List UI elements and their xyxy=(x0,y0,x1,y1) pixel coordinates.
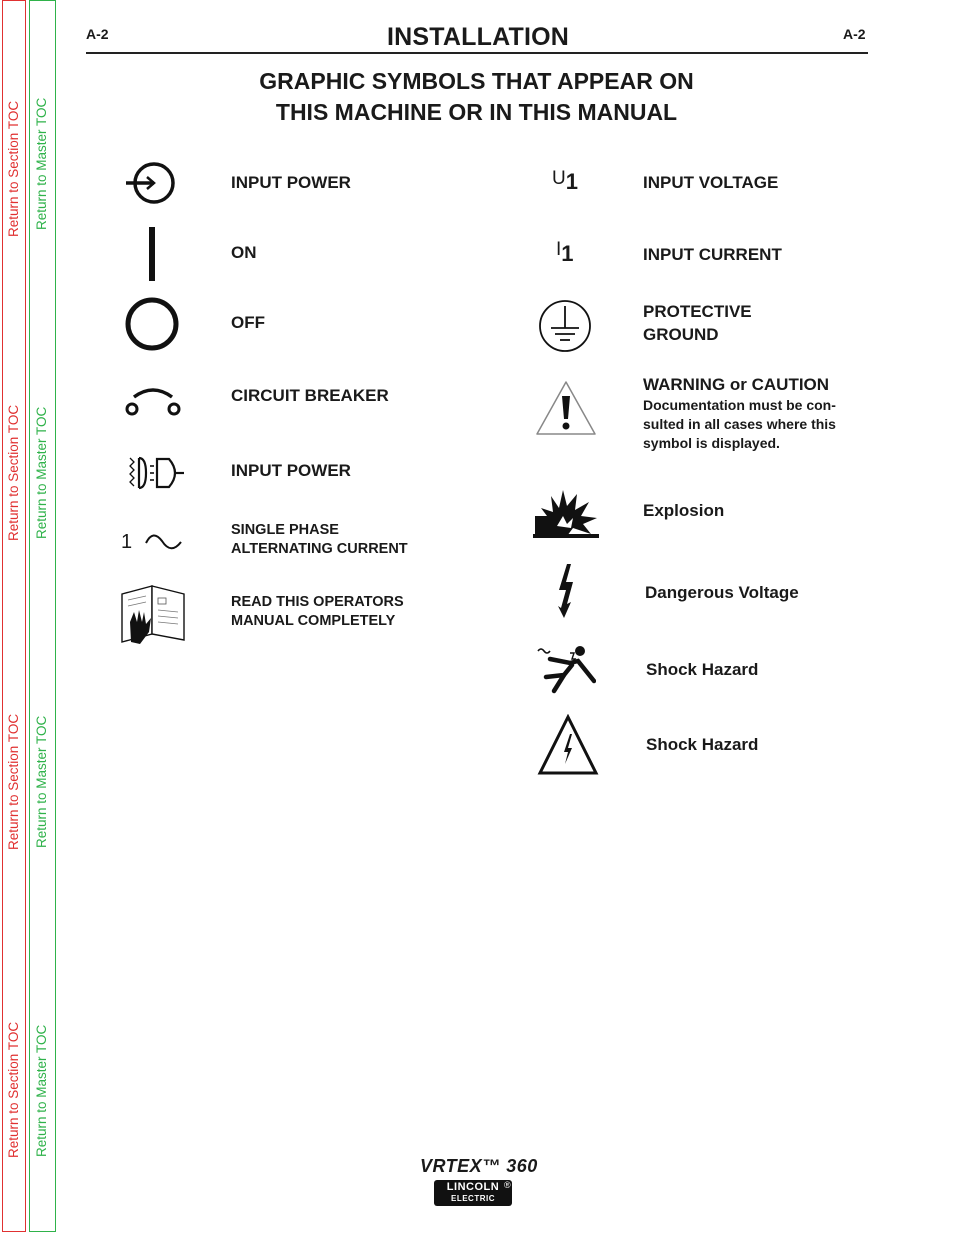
label-input-current: INPUT CURRENT xyxy=(643,245,782,264)
warning-icon xyxy=(534,379,598,439)
warning-description-line-3: symbol is displayed. xyxy=(643,435,780,451)
shock-triangle-icon xyxy=(537,714,599,776)
logo-top-text: LINCOLN xyxy=(446,1181,500,1193)
explosion-icon xyxy=(533,486,599,538)
return-section-toc-link-1[interactable]: Return to Section TOC xyxy=(6,100,21,237)
return-section-toc-link-2[interactable]: Return to Section TOC xyxy=(6,404,21,541)
return-master-toc-link-3[interactable]: Return to Master TOC xyxy=(34,715,49,848)
input-voltage-subscript: 1 xyxy=(565,169,578,194)
on-icon xyxy=(145,225,159,283)
protective-ground-icon xyxy=(537,298,593,354)
lincoln-electric-logo xyxy=(434,1180,512,1206)
warning-description-line-2: sulted in all cases where this xyxy=(643,416,836,432)
return-master-toc-link-2[interactable]: Return to Master TOC xyxy=(34,406,49,539)
off-icon xyxy=(123,295,181,353)
plug-icon xyxy=(124,452,186,494)
input-voltage-glyph: U xyxy=(552,168,566,189)
header-rule xyxy=(86,52,868,54)
return-section-toc-link-3[interactable]: Return to Section TOC xyxy=(6,713,21,850)
read-manual-icon xyxy=(118,582,190,648)
input-current-icon xyxy=(556,237,574,266)
input-voltage-icon xyxy=(552,166,578,194)
return-master-toc-link-1[interactable]: Return to Master TOC xyxy=(34,97,49,230)
page-title-line-2: THIS MACHINE OR IN THIS MANUAL xyxy=(275,99,678,125)
return-section-toc-link-4[interactable]: Return to Section TOC xyxy=(6,1021,21,1158)
sine-wave-icon xyxy=(143,530,185,556)
logo-registered-mark: ® xyxy=(504,1180,511,1190)
warning-description xyxy=(643,396,836,453)
single-phase-digit: 1 xyxy=(121,531,133,553)
label-input-power-plug: INPUT POWER xyxy=(231,461,351,480)
input-current-subscript: 1 xyxy=(561,241,574,266)
model-name: VRTEX™ 360 xyxy=(420,1156,538,1176)
label-explosion: Explosion xyxy=(643,501,725,520)
logo-bottom-text: ELECTRIC xyxy=(451,1194,495,1203)
shock-person-icon xyxy=(536,643,596,695)
return-master-toc-link-4[interactable]: Return to Master TOC xyxy=(34,1024,49,1157)
warning-description-line-1: Documentation must be con- xyxy=(643,397,836,413)
input-power-icon xyxy=(122,160,182,206)
label-on: ON xyxy=(231,243,257,262)
label-single-phase-line-2: ALTERNATING CURRENT xyxy=(231,541,408,557)
label-single-phase xyxy=(231,521,408,559)
label-read-manual-line-2: MANUAL COMPLETELY xyxy=(231,613,396,629)
label-protective-ground-line-1: PROTECTIVE xyxy=(643,302,752,321)
label-shock-hazard-1: Shock Hazard xyxy=(646,660,759,679)
page-title-line-1: GRAPHIC SYMBOLS THAT APPEAR ON xyxy=(259,68,694,94)
circuit-breaker-icon xyxy=(122,385,184,421)
label-dangerous-voltage: Dangerous Voltage xyxy=(645,583,799,602)
label-shock-hazard-2: Shock Hazard xyxy=(646,735,759,754)
page-title xyxy=(230,66,723,128)
label-warning: WARNING or CAUTION xyxy=(643,375,830,394)
label-read-manual xyxy=(231,593,404,631)
label-protective-ground xyxy=(643,300,752,346)
page-number-right: A-2 xyxy=(843,26,866,42)
page-number-left: A-2 xyxy=(86,26,109,42)
input-current-glyph: I xyxy=(556,239,562,260)
label-read-manual-line-1: READ THIS OPERATORS xyxy=(231,594,404,610)
section-title: INSTALLATION xyxy=(387,23,570,51)
label-circuit-breaker: CIRCUIT BREAKER xyxy=(231,386,389,405)
label-input-voltage: INPUT VOLTAGE xyxy=(643,173,779,192)
label-single-phase-line-1: SINGLE PHASE xyxy=(231,522,339,538)
label-input-power: INPUT POWER xyxy=(231,173,351,192)
label-protective-ground-line-2: GROUND xyxy=(643,325,719,344)
dangerous-voltage-icon xyxy=(555,562,577,620)
label-off: OFF xyxy=(231,313,265,332)
